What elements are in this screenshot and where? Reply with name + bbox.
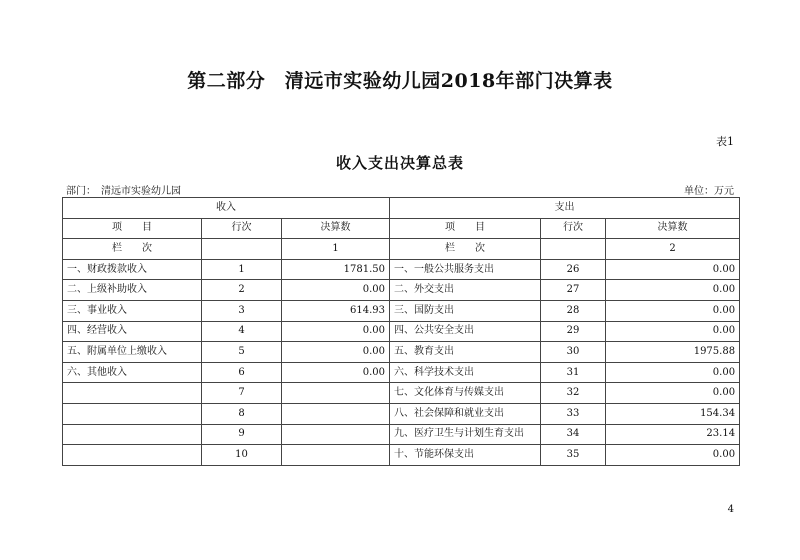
expense-amount: 23.14 <box>606 424 740 445</box>
expense-item-name: 二、外交支出 <box>390 280 541 301</box>
income-expense-table <box>62 197 740 466</box>
table-row <box>63 321 740 342</box>
expense-item-name: 三、国防支出 <box>390 300 541 321</box>
expense-lan-label: 栏 次 <box>390 239 541 260</box>
income-amount <box>282 403 390 424</box>
income-row-number: 1 <box>202 259 282 280</box>
income-lan-label: 栏 次 <box>63 239 202 260</box>
expense-row-number: 30 <box>541 342 606 363</box>
income-amount <box>282 424 390 445</box>
expense-amount: 0.00 <box>606 445 740 466</box>
expense-row-number: 31 <box>541 362 606 383</box>
table-row <box>63 445 740 466</box>
expense-row-number: 33 <box>541 403 606 424</box>
expense-row-number: 35 <box>541 445 606 466</box>
income-row-number: 5 <box>202 342 282 363</box>
income-item-name: 二、上级补助收入 <box>63 280 202 301</box>
table-title: 收入支出决算总表 <box>335 154 464 172</box>
table-row <box>63 403 740 424</box>
income-item-name: 三、事业收入 <box>63 300 202 321</box>
table-row <box>63 342 740 363</box>
income-item-name: 一、财政拨款收入 <box>63 259 202 280</box>
income-row-number: 8 <box>202 403 282 424</box>
expense-amount: 0.00 <box>606 280 740 301</box>
income-amount <box>282 383 390 404</box>
income-amount: 614.93 <box>282 300 390 321</box>
table-number: 表1 <box>716 135 734 148</box>
expense-item-name: 一、一般公共服务支出 <box>390 259 541 280</box>
expense-item-header: 项 目 <box>390 218 541 239</box>
table-row <box>63 383 740 404</box>
income-item-name: 六、其他收入 <box>63 362 202 383</box>
income-lan-blank <box>202 239 282 260</box>
expense-item-name: 十、节能环保支出 <box>390 445 541 466</box>
table-row <box>63 259 740 280</box>
income-amount: 0.00 <box>282 342 390 363</box>
income-item-name <box>63 383 202 404</box>
income-row-number: 3 <box>202 300 282 321</box>
expense-row-number: 34 <box>541 424 606 445</box>
expense-amount: 0.00 <box>606 300 740 321</box>
expense-row-number: 28 <box>541 300 606 321</box>
income-item-name: 四、经营收入 <box>63 321 202 342</box>
expense-amount: 154.34 <box>606 403 740 424</box>
department-label: 部门： 清远市实验幼儿园 <box>66 186 181 197</box>
expense-item-name: 七、文化体育与传媒支出 <box>390 383 541 404</box>
page-number: 4 <box>727 504 734 515</box>
table-row <box>63 300 740 321</box>
expense-row-number: 32 <box>541 383 606 404</box>
income-item-name <box>63 403 202 424</box>
expense-rowno-header: 行次 <box>541 218 606 239</box>
table-row <box>63 424 740 445</box>
expense-item-name: 五、教育支出 <box>390 342 541 363</box>
header-row-columns <box>63 218 740 239</box>
income-rowno-header: 行次 <box>202 218 282 239</box>
expense-amount: 0.00 <box>606 321 740 342</box>
income-amount: 0.00 <box>282 321 390 342</box>
expense-amount-header: 决算数 <box>606 218 740 239</box>
header-row-lanci <box>63 239 740 260</box>
expense-amount: 0.00 <box>606 383 740 404</box>
expense-amount: 0.00 <box>606 259 740 280</box>
header-row-groups <box>63 198 740 219</box>
income-row-number: 10 <box>202 445 282 466</box>
income-amount <box>282 445 390 466</box>
income-amount: 0.00 <box>282 280 390 301</box>
income-amount-header: 决算数 <box>282 218 390 239</box>
expense-header: 支出 <box>390 198 740 219</box>
table-row <box>63 362 740 383</box>
income-item-name <box>63 445 202 466</box>
income-item-name <box>63 424 202 445</box>
income-amount: 1781.50 <box>282 259 390 280</box>
income-lan-number: 1 <box>282 239 390 260</box>
expense-item-name: 四、公共安全支出 <box>390 321 541 342</box>
expense-row-number: 27 <box>541 280 606 301</box>
expense-item-name: 六、科学技术支出 <box>390 362 541 383</box>
income-row-number: 2 <box>202 280 282 301</box>
income-header: 收入 <box>63 198 390 219</box>
page-title: 第二部分 清远市实验幼儿园2018年部门决算表 <box>187 70 613 92</box>
expense-row-number: 29 <box>541 321 606 342</box>
expense-amount: 1975.88 <box>606 342 740 363</box>
income-item-name: 五、附属单位上缴收入 <box>63 342 202 363</box>
income-amount: 0.00 <box>282 362 390 383</box>
income-item-header: 项 目 <box>63 218 202 239</box>
table-row <box>63 280 740 301</box>
expense-item-name: 九、医疗卫生与计划生育支出 <box>390 424 541 445</box>
expense-amount: 0.00 <box>606 362 740 383</box>
income-row-number: 9 <box>202 424 282 445</box>
expense-row-number: 26 <box>541 259 606 280</box>
expense-lan-number: 2 <box>606 239 740 260</box>
income-row-number: 4 <box>202 321 282 342</box>
expense-item-name: 八、社会保障和就业支出 <box>390 403 541 424</box>
income-row-number: 6 <box>202 362 282 383</box>
expense-lan-blank <box>541 239 606 260</box>
unit-label: 单位：万元 <box>684 186 734 197</box>
income-row-number: 7 <box>202 383 282 404</box>
